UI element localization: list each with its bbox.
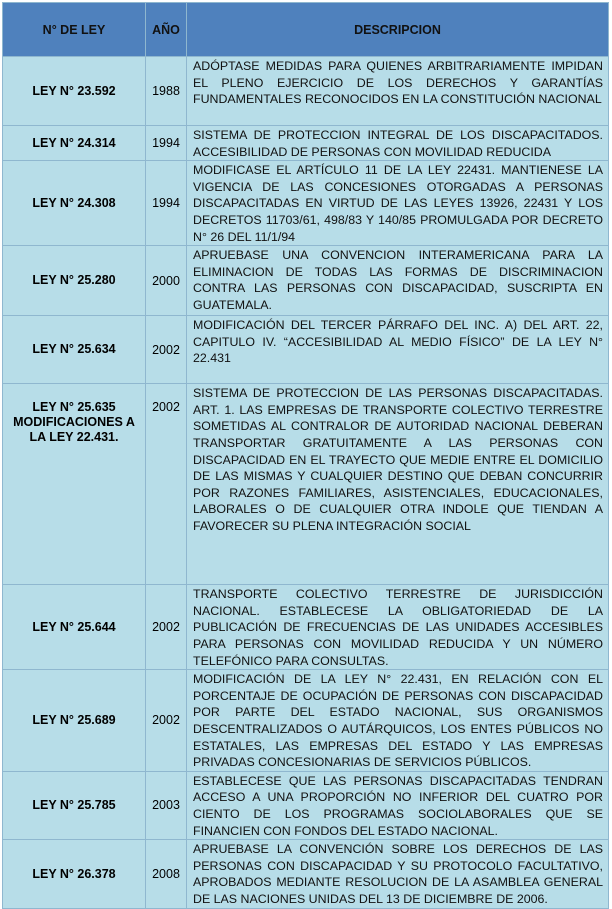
law-year: 1988 [146,57,187,126]
law-year: 2002 [146,384,187,585]
law-description [187,316,609,384]
law-number: LEY N° 25.644 [3,585,146,670]
table-row [3,585,609,670]
law-year: 2000 [146,246,187,316]
table-row [3,771,609,839]
law-description-text: ESTABLECESE QUE LAS PERSONAS DISCAPACITADAS TENDRAN ACCESO A UNA PROPORCIÓN NO INFERIOR DEL CUATRO POR CIENTO DE LOS PROGRAMAS SOCIOLABORALES QUE SE FINANCIEN CON FONDOS DEL ESTADO NACIONAL. [193,773,603,838]
law-description-text: TRANSPORTE COLECTIVO TERRESTRE DE JURISDICCIÓN NACIONAL. ESTABLECESE LA OBLIGATORIEDAD DE LA PUBLICACIÓN DE FRECUENCIAS DE LAS UNIDADES ACCESIBLES PARA PERSONAS CON MOVILIDAD REDUCIDA Y UN NÚMERO TELEFÓNICO PARA CONSULTAS. [193,587,603,668]
law-year: 1994 [146,161,187,246]
table-row [3,670,609,772]
law-number-cell [3,384,146,585]
law-description-text: MODIFICACIÓN DE LA LEY N° 22.431, EN RELACIÓN CON EL PORCENTAJE DE OCUPACIÓN DE PERSONAS CON DISCAPACIDAD POR PARTE DEL ESTADO NACIONAL, SUS ORGANISMOS DESCENTRALIZADOS O AUTÁRQUICOS, LOS ENTES PÚBLICOS NO ESTATALES, LAS EMPRESAS DEL ESTADO Y LAS EMPRESAS PRIVADAS CONCESIONARIAS DE SERVICIOS PÚBLICOS. [193,672,603,770]
table-row [3,161,609,246]
law-description [187,840,609,909]
table-row [3,384,609,585]
law-year: 2002 [146,670,187,772]
law-description-text: ADÓPTASE MEDIDAS PARA QUIENES ARBITRARIAMENTE IMPIDAN EL PLENO EJERCICIO DE LOS DERECHOS Y GARANTÍAS FUNDAMENTALES RECONOCIDOS EN LA CONSTITUCIÓN NACIONAL [193,59,603,107]
header-description: DESCRIPCION [187,3,609,57]
law-number: LEY N° 23.592 [3,57,146,126]
law-number: LEY N° 25.785 [3,771,146,839]
law-year: 2008 [146,840,187,909]
law-description-text: MODIFICACIÓN DEL TERCER PÁRRAFO DEL INC. A) DEL ART. 22, CAPITULO IV. “ACCESIBILIDAD AL MEDIO FÍSICO” DE LA LEY N° 22.431 [193,318,603,366]
law-number: LEY N° 24.314 [3,126,146,161]
law-description-text: SISTEMA DE PROTECCION DE LAS PERSONAS DISCAPACITADAS. ART. 1. LAS EMPRESAS DE TRANSPORTE COLECTIVO TERRESTRE SOMETIDAS AL CONTRALOR DE AUTORIDAD NACIONAL DEBERAN TRANSPORTAR GRATUITAMENTE A LAS PERSONAS CON DISCAPACIDAD EN EL TRAYECTO QUE MEDIE ENTRE EL DOMICILIO DE LAS MISMAS Y CUALQUIER DESTINO QUE DEBAN CONCURRIR POR RAZONES FAMILIARES, ASISTENCIALES, EDUCACIONALES, LABORALES O DE CUALQUIER OTRA INDOLE QUE TIENDAN A FAVORECER SU PLENA INTEGRACIÓN SOCIAL [193,386,603,533]
law-year: 2002 [146,585,187,670]
law-description [187,246,609,316]
law-number: LEY N° 25.635 [32,400,116,415]
law-description [187,126,609,161]
law-number: LEY N° 25.280 [3,246,146,316]
table-row [3,246,609,316]
law-year: 1994 [146,126,187,161]
table-header-row [3,3,609,57]
table-row [3,57,609,126]
law-number: LEY N° 25.634 [3,316,146,384]
laws-table [2,2,609,909]
law-description-text: APRUEBASE LA CONVENCIÓN SOBRE LOS DERECHOS DE LAS PERSONAS CON DISCAPACIDAD Y SU PROTOCOLO FACULTATIVO, APROBADOS MEDIANTE RESOLUCION DE LA ASAMBLEA GENERAL DE LAS NACIONES UNIDAS DEL 13 DE DICIEMBRE DE 2006. [193,842,603,906]
law-description-text: MODIFICASE EL ARTÍCULO 11 DE LA LEY 22431. MANTIENESE LA VIGENCIA DE LAS CONCESIONES OTORGADAS A PERSONAS DISCAPACITADAS EN VIRTUD DE LAS LEYES 13926, 22431 Y LOS DECRETOS 11703/61, 498/83 Y 140/85 PROMULGADA POR DECRETO N° 26 DEL 11/1/94 [193,163,603,244]
header-year: AÑO [146,3,187,57]
law-description-text: SISTEMA DE PROTECCION INTEGRAL DE LOS DISCAPACITADOS. ACCESIBILIDAD DE PERSONAS CON MOVILIDAD REDUCIDA [193,128,603,159]
header-law-number: N° DE LEY [3,3,146,57]
law-description [187,384,609,585]
table-row [3,316,609,384]
law-number: LEY N° 26.378 [3,840,146,909]
law-description-text: APRUEBASE UNA CONVENCION INTERAMERICANA PARA LA ELIMINACION DE TODAS LAS FORMAS DE DISCRIMINACION CONTRA LAS PERSONAS CON DISCAPACIDAD, SUSCRIPTA EN GUATEMALA. [193,248,603,312]
law-year: 2002 [146,316,187,384]
law-number: LEY N° 24.308 [3,161,146,246]
law-description [187,161,609,246]
law-year: 2003 [146,771,187,839]
law-description [187,670,609,772]
law-number-note: MODIFICACIONES A LA LEY 22.431. [13,415,135,445]
law-description [187,771,609,839]
table-row [3,126,609,161]
law-description [187,57,609,126]
law-number: LEY N° 25.689 [3,670,146,772]
law-description [187,585,609,670]
table-row [3,840,609,909]
